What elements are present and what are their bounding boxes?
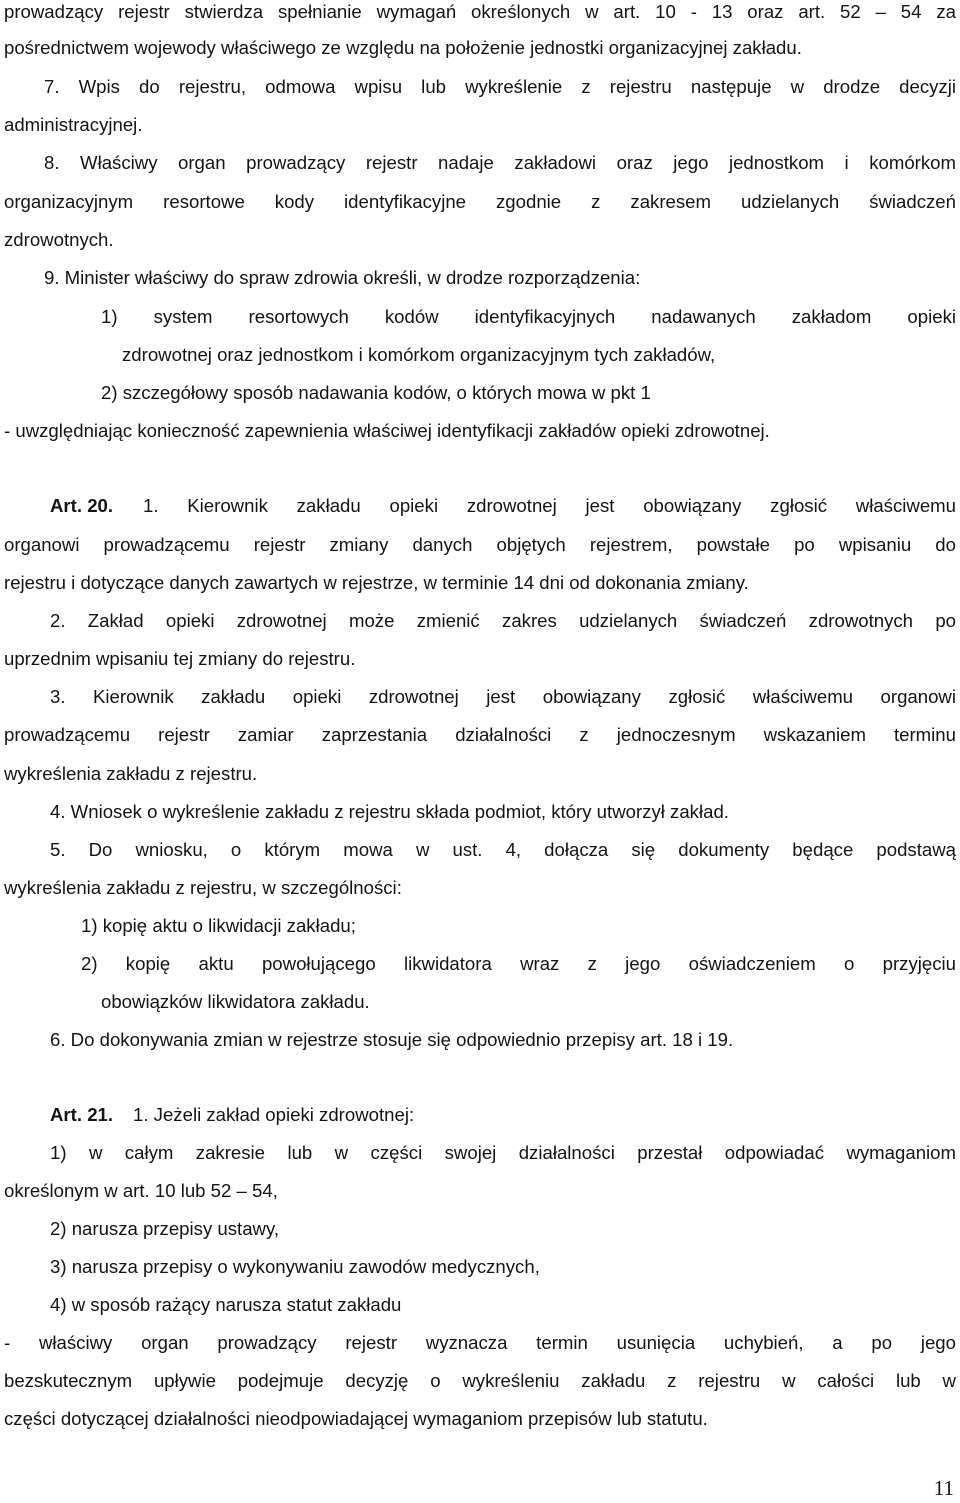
text-line: zdrowotnej oraz jednostkom i komórkom organizacyjnym tych zakładów, — [122, 344, 716, 365]
page-number: 11 — [933, 1476, 954, 1500]
list-item: 1) system resortowych kodów identyfikacyjnych nadawanych zakładom opieki — [101, 306, 956, 327]
paragraph-7: 7. Wpis do rejestru, odmowa wpisu lub wykreślenie z rejestru następuje w drodze decyzji — [44, 76, 956, 97]
text-line: pośrednictwem wojewody właściwego ze względu na położenie jednostki organizacyjnej zakładu. — [4, 37, 802, 58]
paragraph-3: 3. Kierownik zakładu opieki zdrowotnej jest obowiązany zgłosić właściwemu organowi — [50, 686, 956, 707]
text-line: bezskutecznym upływie podejmuje decyzję o wykreśleniu zakładu z rejestru w całości lub w — [4, 1370, 956, 1391]
article-heading-20 — [50, 494, 113, 518]
text-line: prowadzący rejestr stwierdza spełnianie wymagań określonych w art. 10 - 13 oraz art. 52 – 54 za — [4, 1, 956, 22]
text-line: - właściwy organ prowadzący rejestr wyznacza termin usunięcia uchybień, a po jego — [4, 1332, 956, 1353]
text-line: prowadzącemu rejestr zamiar zaprzestania działalności z jednoczesnym wskazaniem terminu — [4, 724, 956, 745]
paragraph-9: 9. Minister właściwy do spraw zdrowia określi, w drodze rozporządzenia: — [44, 267, 641, 288]
list-item: 2) kopię aktu powołującego likwidatora wraz z jego oświadczeniem o przyjęciu — [81, 953, 956, 974]
list-item: 2) narusza przepisy ustawy, — [50, 1218, 280, 1239]
text-line: wykreślenia zakładu z rejestru, w szczególności: — [4, 877, 402, 898]
text-line: wykreślenia zakładu z rejestru. — [4, 763, 258, 784]
article-heading-21 — [50, 1103, 113, 1127]
text-line: organizacyjnym resortowe kody identyfikacyjne zgodnie z zakresem udzielanych świadczeń — [4, 191, 956, 212]
list-item: 4) w sposób rażący narusza statut zakładu — [50, 1294, 402, 1315]
text-line: rejestru i dotyczące danych zawartych w rejestrze, w terminie 14 dni od dokonania zmiany. — [4, 572, 749, 593]
article-label: Art. 21. — [50, 1104, 114, 1125]
paragraph-1: 1. Kierownik zakładu opieki zdrowotnej jest obowiązany zgłosić właściwemu — [143, 495, 956, 516]
text-line: - uwzględniając konieczność zapewnienia właściwej identyfikacji zakładów opieki zdrowotnej. — [4, 420, 770, 441]
list-item: 3) narusza przepisy o wykonywaniu zawodów medycznych, — [50, 1256, 540, 1277]
text-line: organowi prowadzącemu rejestr zmiany danych objętych rejestrem, powstałe po wpisaniu do — [4, 534, 956, 555]
text-line: określonym w art. 10 lub 52 – 54, — [4, 1180, 278, 1201]
paragraph-1: 1. Jeżeli zakład opieki zdrowotnej: — [133, 1104, 415, 1125]
paragraph-2: 2. Zakład opieki zdrowotnej może zmienić zakres udzielanych świadczeń zdrowotnych po — [50, 610, 956, 631]
text-line: uprzednim wpisaniu tej zmiany do rejestru. — [4, 648, 356, 669]
article-label: Art. 20. — [50, 495, 114, 516]
paragraph-8: 8. Właściwy organ prowadzący rejestr nadaje zakładowi oraz jego jednostkom i komórkom — [44, 152, 956, 173]
paragraph-4: 4. Wniosek o wykreślenie zakładu z rejestru składa podmiot, który utworzył zakład. — [50, 801, 729, 822]
list-item: 1) w całym zakresie lub w części swojej działalności przestał odpowiadać wymaganiom — [50, 1142, 956, 1163]
list-item: 2) szczegółowy sposób nadawania kodów, o których mowa w pkt 1 — [101, 382, 651, 403]
text-line: zdrowotnych. — [4, 229, 114, 250]
text-line: części dotyczącej działalności nieodpowiadającej wymaganiom przepisów lub statutu. — [4, 1408, 708, 1429]
text-line: administracyjnej. — [4, 114, 143, 135]
text-line: obowiązków likwidatora zakładu. — [101, 991, 370, 1012]
paragraph-6: 6. Do dokonywania zmian w rejestrze stosuje się odpowiednio przepisy art. 18 i 19. — [50, 1029, 734, 1050]
paragraph-5: 5. Do wniosku, o którym mowa w ust. 4, dołącza się dokumenty będące podstawą — [50, 839, 956, 860]
list-item: 1) kopię aktu o likwidacji zakładu; — [81, 915, 356, 936]
